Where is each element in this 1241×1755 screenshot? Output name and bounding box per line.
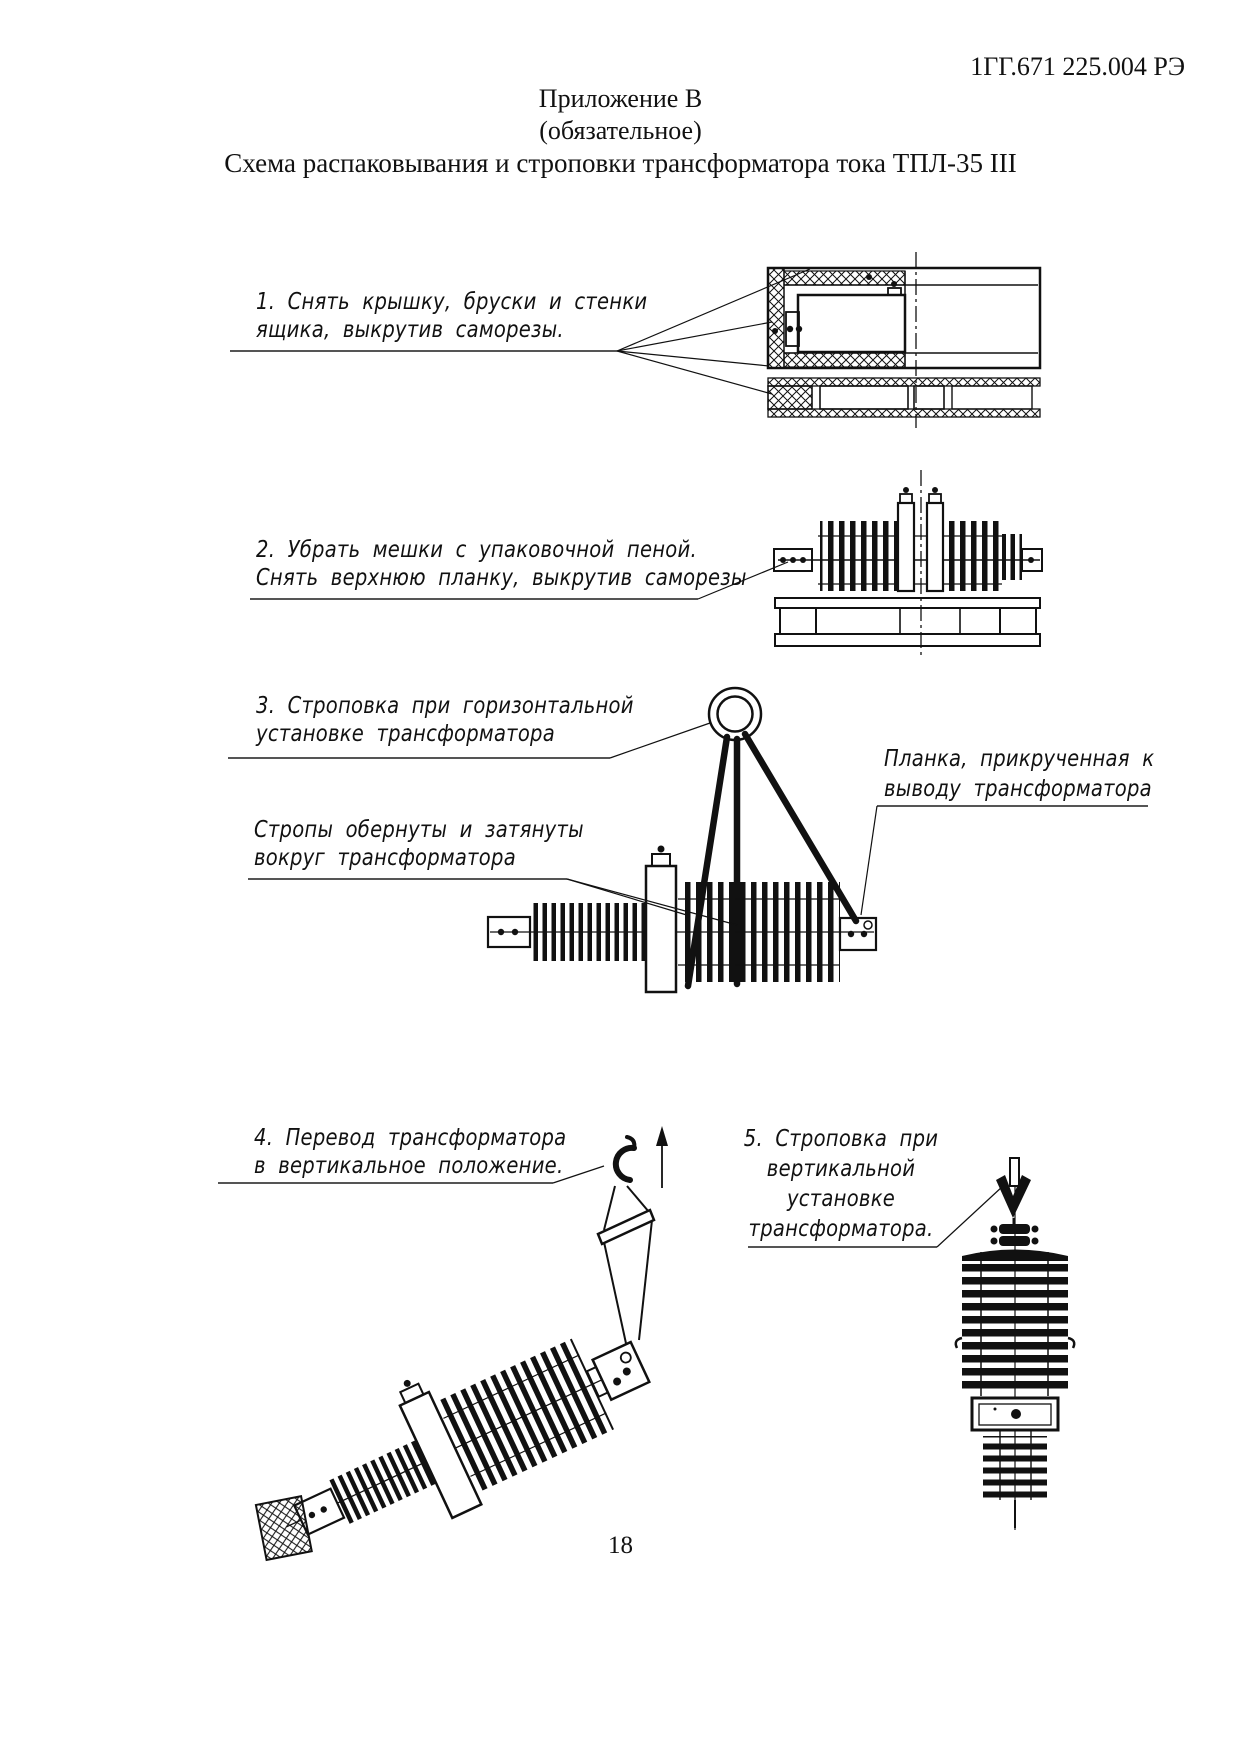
figure-transformer-on-pallet	[774, 470, 1042, 658]
up-arrow	[656, 1126, 668, 1188]
step4-line1: 4. Перевод трансформатора	[254, 1125, 567, 1151]
leader-lines-plank-note	[861, 806, 1148, 915]
step4-line2: в вертикальное положение.	[254, 1153, 564, 1179]
step5-line4: трансформатора.	[748, 1216, 934, 1242]
plank-note-line1: Планка, прикрученная к	[884, 746, 1155, 772]
appendix-heading: Приложение В	[538, 84, 703, 113]
step2-line1: 2. Убрать мешки с упаковочной пеной.	[256, 537, 697, 563]
step3-line2: установке трансформатора	[256, 721, 555, 747]
document-number: 1ГГ.671 225.004 РЭ	[970, 52, 1185, 81]
packed-transformer-outline	[798, 295, 905, 352]
figure-crate-section	[768, 252, 1040, 428]
insulator-fins	[680, 882, 840, 982]
step5-line1: 5. Строповка при	[743, 1126, 939, 1152]
step5-line3: установке	[786, 1186, 896, 1212]
plank-note-line2: выводу трансформатора	[884, 776, 1152, 802]
figure-tilt-to-vertical	[223, 1126, 668, 1597]
slings-note-line1: Стропы обернуты и затянуты	[254, 817, 584, 843]
appendix-qualifier: (обязательное)	[539, 116, 702, 145]
step5-line2: вертикальной	[766, 1156, 916, 1182]
shipping-pallet	[775, 598, 1040, 646]
spreader-bar	[598, 1210, 654, 1244]
insulator-fins	[820, 521, 898, 591]
step1-line1: 1. Снять крышку, бруски и стенки	[256, 289, 648, 315]
small-fins	[327, 1440, 436, 1525]
crane-pin	[1010, 1158, 1019, 1186]
lower-fins	[983, 1436, 1047, 1500]
small-fins	[532, 903, 646, 961]
plank-note	[884, 744, 1154, 804]
step2-annotation	[256, 536, 747, 592]
step5-annotation	[705, 1124, 977, 1244]
page-number: 18	[608, 1532, 633, 1559]
step3-line1: 3. Строповка при горизонтальной	[256, 693, 634, 719]
crate-pallet	[768, 378, 1040, 417]
side-hook	[1068, 1338, 1074, 1348]
scheme-title: Схема распаковывания и строповки трансформатора тока ТПЛ-35 III	[224, 148, 1017, 178]
step3-annotation	[256, 692, 634, 748]
step1-annotation	[256, 288, 647, 344]
bolted-plank	[593, 1342, 650, 1400]
slings-note	[254, 816, 584, 872]
step4-annotation	[254, 1124, 566, 1180]
slings-note-line2: вокруг трансформатора	[254, 845, 516, 871]
step1-line2: ящика, выкрутив саморезы.	[256, 317, 564, 343]
slings	[604, 1186, 652, 1348]
side-hook	[956, 1338, 962, 1348]
primary-conductor-block	[646, 866, 676, 992]
insulator-fins	[962, 1261, 1068, 1394]
crane-hook	[616, 1148, 634, 1180]
step2-line2: Снять верхнюю планку, выкрутив саморезы	[256, 565, 747, 591]
top-fin-dome	[962, 1250, 1068, 1262]
